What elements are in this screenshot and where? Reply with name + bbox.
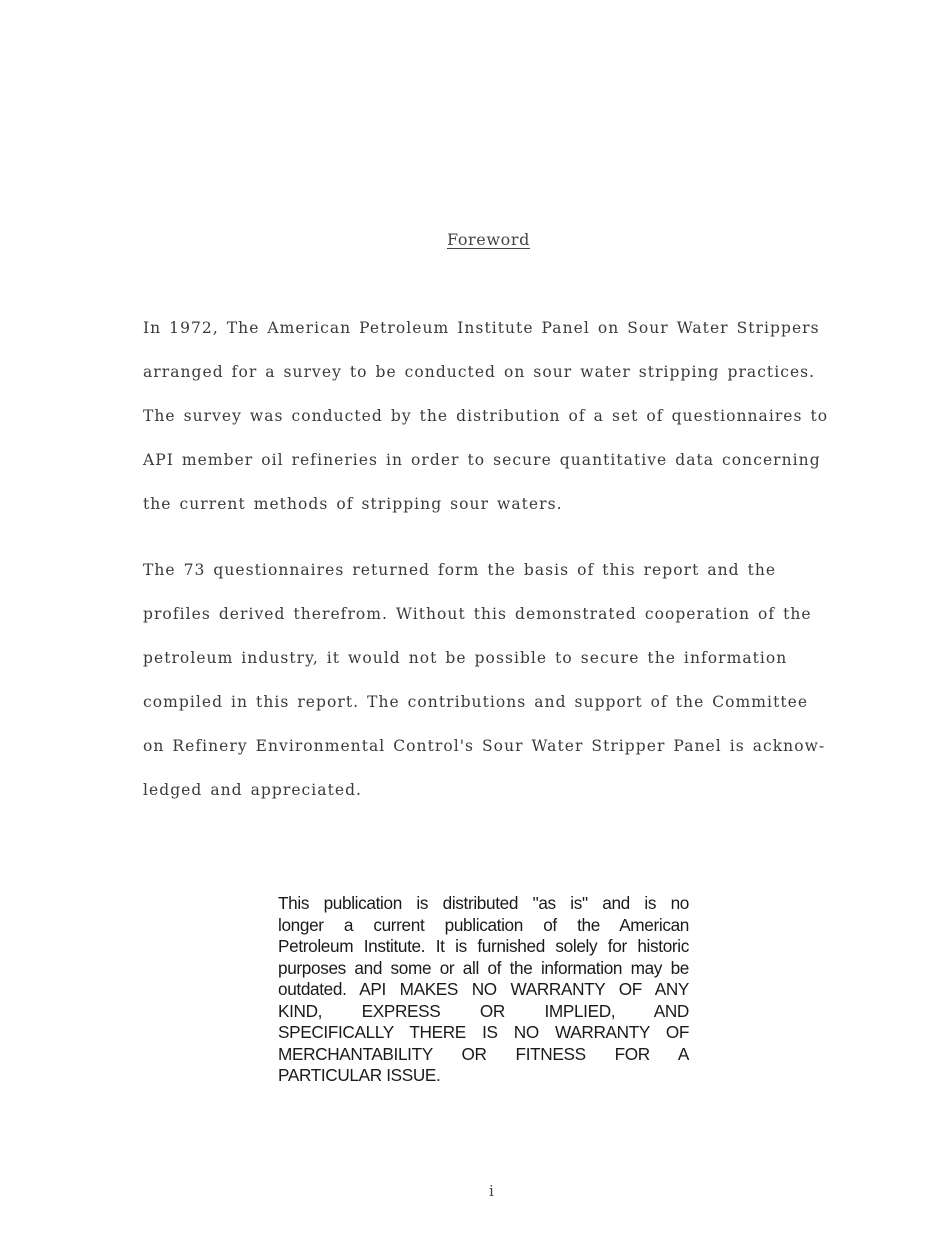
- paragraph-line: arranged for a survey to be conducted on sour water stripping practices.: [143, 363, 816, 381]
- paragraph-2: [143, 560, 903, 824]
- page-number: i: [489, 1182, 494, 1200]
- notice-line: Petroleum Institute. It is furnished solely for historic: [278, 936, 689, 956]
- paragraph-line: compiled in this report. The contributions and support of the Committee: [143, 693, 809, 711]
- notice-line: MERCHANTABILITY OR FITNESS FOR A: [278, 1043, 689, 1064]
- paragraph-line: The 73 questionnaires returned form the basis of this report and the: [143, 561, 777, 579]
- notice-line: This publication is distributed "as is" and is no: [278, 893, 689, 913]
- notice-line: KIND, EXPRESS OR IMPLIED, AND: [278, 1000, 689, 1021]
- paragraph-line: the current methods of stripping sour waters.: [143, 495, 563, 513]
- disclaimer-notice: [278, 893, 689, 1087]
- notice-line: outdated. API MAKES NO WARRANTY OF ANY: [278, 979, 689, 999]
- paragraph-line: API member oil refineries in order to secure quantitative data concerning: [143, 451, 821, 469]
- paragraph-line: on Refinery Environmental Control's Sour Water Stripper Panel is acknow-: [143, 737, 826, 755]
- notice-line: longer a current publication of the American: [278, 914, 689, 935]
- paragraph-line: The survey was conducted by the distribution of a set of questionnaires to: [143, 407, 829, 425]
- notice-line: purposes and some or all of the information may be: [278, 957, 689, 978]
- paragraph-line: In 1972, The American Petroleum Institute Panel on Sour Water Strippers: [143, 319, 820, 337]
- paragraph-line: profiles derived therefrom. Without this demonstrated cooperation of the: [143, 605, 812, 623]
- paragraph-line: ledged and appreciated.: [143, 781, 363, 799]
- notice-line: PARTICULAR ISSUE.: [278, 1065, 441, 1085]
- paragraph-line: petroleum industry, it would not be possible to secure the information: [143, 649, 788, 667]
- notice-line: SPECIFICALLY THERE IS NO WARRANTY OF: [278, 1022, 689, 1042]
- foreword-heading: Foreword: [447, 230, 530, 249]
- paragraph-1: [143, 318, 903, 538]
